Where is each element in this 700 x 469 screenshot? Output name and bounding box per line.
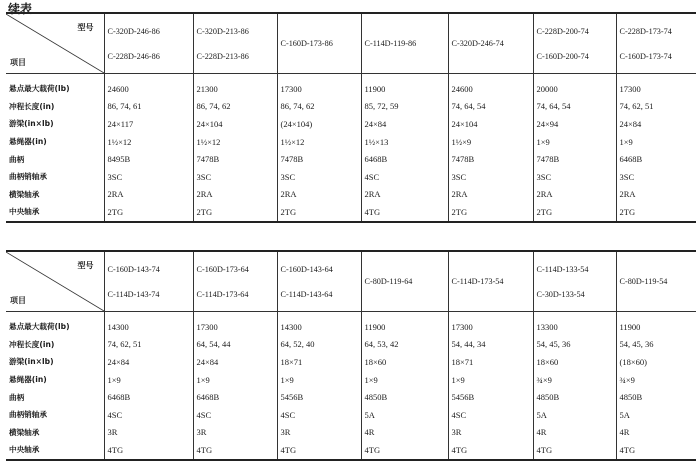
model-name: C-114D-173-54 — [451, 277, 504, 286]
model-name: C-160D-143-74 — [107, 264, 160, 274]
model-name: C-160D-173-64 — [196, 264, 249, 274]
table-cell: 17300 — [616, 74, 696, 98]
table-cell: 74, 64, 54 — [533, 98, 616, 116]
table-cell: 21300 — [193, 74, 277, 98]
table-cell: 2TG — [193, 203, 277, 222]
table-cell: 1½×13 — [361, 133, 448, 151]
table-row — [6, 133, 696, 151]
model-name: C-228D-200-74 — [536, 26, 589, 36]
model-name: C-80D-119-64 — [364, 277, 413, 286]
table-cell: 24600 — [448, 74, 533, 98]
corner-label-item: 项目 — [10, 58, 26, 67]
spec-table-2 — [6, 250, 696, 461]
model-header-cell — [448, 251, 533, 312]
model-name: C-114D-143-74 — [107, 289, 160, 299]
header-row — [6, 13, 696, 74]
row-label: 悬绳器(in) — [9, 137, 47, 147]
model-name: C-160D-173-86 — [280, 39, 333, 48]
table-cell: 20000 — [533, 74, 616, 98]
table-cell: 17300 — [448, 312, 533, 336]
table-cell: 1½×12 — [104, 133, 193, 151]
table-cell: 13300 — [533, 312, 616, 336]
table-row — [6, 168, 696, 186]
table-cell: 11900 — [361, 74, 448, 98]
table-cell: 2TG — [533, 203, 616, 222]
table-cell: 1×9 — [104, 371, 193, 389]
table-cell: 3SC — [104, 168, 193, 186]
table-cell: 3SC — [277, 168, 361, 186]
table-cell: 74, 62, 51 — [104, 336, 193, 354]
table-row — [6, 371, 696, 389]
table-cell: 24×84 — [193, 353, 277, 371]
row-label: 曲柄 — [9, 154, 25, 164]
table-cell: 74, 64, 54 — [448, 98, 533, 116]
table-cell: 4R — [361, 424, 448, 442]
model-header-cell — [193, 251, 277, 312]
table-cell: 64, 54, 44 — [193, 336, 277, 354]
model-header-cell — [104, 13, 193, 74]
table-cell: 4TG — [193, 441, 277, 460]
table-cell: 1×9 — [448, 371, 533, 389]
table-cell: 1×9 — [277, 371, 361, 389]
table-cell: 17300 — [277, 74, 361, 98]
spec-table-1 — [6, 12, 696, 223]
row-label: 曲柄销轴承 — [9, 172, 47, 182]
table-cell: 5456B — [448, 388, 533, 406]
table-cell: 18×71 — [277, 353, 361, 371]
table-cell: 6468B — [193, 388, 277, 406]
table-cell: 24×84 — [616, 115, 696, 133]
table-cell: 1½×9 — [448, 133, 533, 151]
corner-label-model: 型号 — [77, 261, 94, 270]
table-cell: 4TG — [361, 441, 448, 460]
model-header-cell — [533, 251, 616, 312]
table-cell: 4850B — [361, 388, 448, 406]
corner-label-model: 型号 — [77, 23, 94, 32]
table-cell: 4SC — [193, 406, 277, 424]
row-label: 游梁(in×lb) — [9, 357, 54, 367]
model-name: C-80D-119-54 — [619, 277, 668, 286]
table-cell: 2TG — [277, 203, 361, 222]
table-cell: 2TG — [616, 203, 696, 222]
model-name: C-320D-246-74 — [451, 39, 504, 48]
table-cell: 4R — [533, 424, 616, 442]
row-label: 横梁轴承 — [9, 189, 40, 199]
table-cell: 11900 — [616, 312, 696, 336]
table-cell: 4850B — [533, 388, 616, 406]
table-cell: 74, 62, 51 — [616, 98, 696, 116]
table-cell: 8495B — [104, 150, 193, 168]
model-name: C-30D-133-54 — [536, 289, 585, 299]
table-cell: 5A — [361, 406, 448, 424]
table-row — [6, 74, 696, 98]
header-row — [6, 251, 696, 312]
table-cell: 4SC — [277, 406, 361, 424]
table-cell: 1½×12 — [193, 133, 277, 151]
row-label: 横梁轴承 — [9, 427, 40, 437]
row-label: 悬点最大载荷(lb) — [9, 84, 70, 94]
table-cell: 64, 53, 42 — [361, 336, 448, 354]
row-label: 中央轴承 — [9, 445, 40, 455]
table-cell: 18×60 — [533, 353, 616, 371]
model-name: C-160D-173-74 — [619, 51, 672, 61]
table-cell: 2RA — [616, 186, 696, 204]
model-header-cell — [277, 13, 361, 74]
table-cell: 1×9 — [193, 371, 277, 389]
table-cell: 5456B — [277, 388, 361, 406]
model-header-cell — [361, 251, 448, 312]
row-label: 曲柄 — [9, 392, 25, 402]
table-cell: 1×9 — [616, 133, 696, 151]
table-cell: 24600 — [104, 74, 193, 98]
table-cell: ¾×9 — [533, 371, 616, 389]
model-name: C-114D-133-54 — [536, 264, 589, 274]
table-cell: 85, 72, 59 — [361, 98, 448, 116]
model-name: C-114D-119-86 — [364, 39, 417, 48]
table-row — [6, 312, 696, 336]
model-name: C-114D-173-64 — [196, 289, 249, 299]
table-cell: 7478B — [448, 150, 533, 168]
model-name: C-160D-143-64 — [280, 264, 333, 274]
table-cell: 54, 44, 34 — [448, 336, 533, 354]
table-cell: 24×84 — [361, 115, 448, 133]
table-cell: (24×104) — [277, 115, 361, 133]
table-cell: 6468B — [616, 150, 696, 168]
table-cell: 4TG — [277, 441, 361, 460]
table-row — [6, 424, 696, 442]
table-cell: 4TG — [104, 441, 193, 460]
table-cell: 6468B — [104, 388, 193, 406]
model-header-cell — [448, 13, 533, 74]
model-header-cell — [193, 13, 277, 74]
table-cell: 11900 — [361, 312, 448, 336]
table-cell: 3R — [277, 424, 361, 442]
model-name: C-228D-173-74 — [619, 26, 672, 36]
model-header-cell — [361, 13, 448, 74]
row-label: 中央轴承 — [9, 207, 40, 217]
table-cell: 4TG — [533, 441, 616, 460]
table-row — [6, 150, 696, 168]
table-cell: 14300 — [104, 312, 193, 336]
table-cell: 6468B — [361, 150, 448, 168]
model-name: C-114D-143-64 — [280, 289, 333, 299]
model-name: C-228D-213-86 — [196, 51, 249, 61]
table-row — [6, 98, 696, 116]
table-cell: 17300 — [193, 312, 277, 336]
table-cell: 64, 52, 40 — [277, 336, 361, 354]
corner-label-item: 项目 — [10, 296, 26, 305]
table-row — [6, 441, 696, 460]
model-name: C-228D-246-86 — [107, 51, 160, 61]
table-row — [6, 203, 696, 222]
model-name: C-320D-213-86 — [196, 26, 249, 36]
table-row — [6, 186, 696, 204]
table-cell: 3SC — [448, 168, 533, 186]
table-cell: 2TG — [448, 203, 533, 222]
table-cell: 18×71 — [448, 353, 533, 371]
table-cell: 4SC — [361, 168, 448, 186]
model-header-cell — [616, 13, 696, 74]
table-cell: 7478B — [277, 150, 361, 168]
table-cell: 4R — [616, 424, 696, 442]
table-cell: 3R — [448, 424, 533, 442]
table-cell: 2TG — [104, 203, 193, 222]
table-cell: 24×104 — [448, 115, 533, 133]
table-cell: 2RA — [533, 186, 616, 204]
table-cell: 86, 74, 61 — [104, 98, 193, 116]
table-cell: 18×60 — [361, 353, 448, 371]
table-cell: 4TG — [361, 203, 448, 222]
row-label: 悬点最大载荷(lb) — [9, 322, 70, 332]
table-cell: 3SC — [533, 168, 616, 186]
table-cell: 7478B — [193, 150, 277, 168]
table-cell: (18×60) — [616, 353, 696, 371]
row-label: 冲程长度(in) — [9, 101, 55, 111]
page-title: 续表 — [8, 2, 33, 16]
table-cell: 3SC — [616, 168, 696, 186]
table-cell: 4850B — [616, 388, 696, 406]
model-header-cell — [104, 251, 193, 312]
table-cell: 2RA — [104, 186, 193, 204]
table-row — [6, 353, 696, 371]
table-cell: 3R — [104, 424, 193, 442]
table-row — [6, 388, 696, 406]
table-cell: 5A — [616, 406, 696, 424]
table-cell: 54, 45, 36 — [533, 336, 616, 354]
table-cell: 86, 74, 62 — [277, 98, 361, 116]
table-cell: 1½×12 — [277, 133, 361, 151]
table-cell: 2RA — [193, 186, 277, 204]
row-label: 悬绳器(in) — [9, 375, 47, 385]
model-header-cell — [533, 13, 616, 74]
table-row — [6, 406, 696, 424]
model-header-cell — [616, 251, 696, 312]
table-cell: 4SC — [448, 406, 533, 424]
table-cell: 7478B — [533, 150, 616, 168]
table-cell: 24×117 — [104, 115, 193, 133]
table-cell: 1×9 — [533, 133, 616, 151]
table-cell: 4SC — [104, 406, 193, 424]
table-cell: 24×104 — [193, 115, 277, 133]
table-cell: 54, 45, 36 — [616, 336, 696, 354]
table-cell: 3R — [193, 424, 277, 442]
table-row — [6, 336, 696, 354]
header-corner-cell — [6, 251, 104, 312]
table-cell: 3SC — [193, 168, 277, 186]
table-cell: 4TG — [616, 441, 696, 460]
model-header-cell — [277, 251, 361, 312]
table-cell: 24×94 — [533, 115, 616, 133]
table-cell: 2RA — [361, 186, 448, 204]
table-cell: ¾×9 — [616, 371, 696, 389]
table-cell: 14300 — [277, 312, 361, 336]
header-corner-cell — [6, 13, 104, 74]
table-cell: 5A — [533, 406, 616, 424]
row-label: 游梁(in×lb) — [9, 119, 54, 129]
model-name: C-320D-246-86 — [107, 26, 160, 36]
table-cell: 2RA — [277, 186, 361, 204]
table-cell: 24×84 — [104, 353, 193, 371]
table-row — [6, 115, 696, 133]
row-label: 曲柄销轴承 — [9, 410, 47, 420]
table-cell: 86, 74, 62 — [193, 98, 277, 116]
table-cell: 2RA — [448, 186, 533, 204]
table-cell: 4TG — [448, 441, 533, 460]
model-name: C-160D-200-74 — [536, 51, 589, 61]
row-label: 冲程长度(in) — [9, 339, 55, 349]
table-cell: 1×9 — [361, 371, 448, 389]
